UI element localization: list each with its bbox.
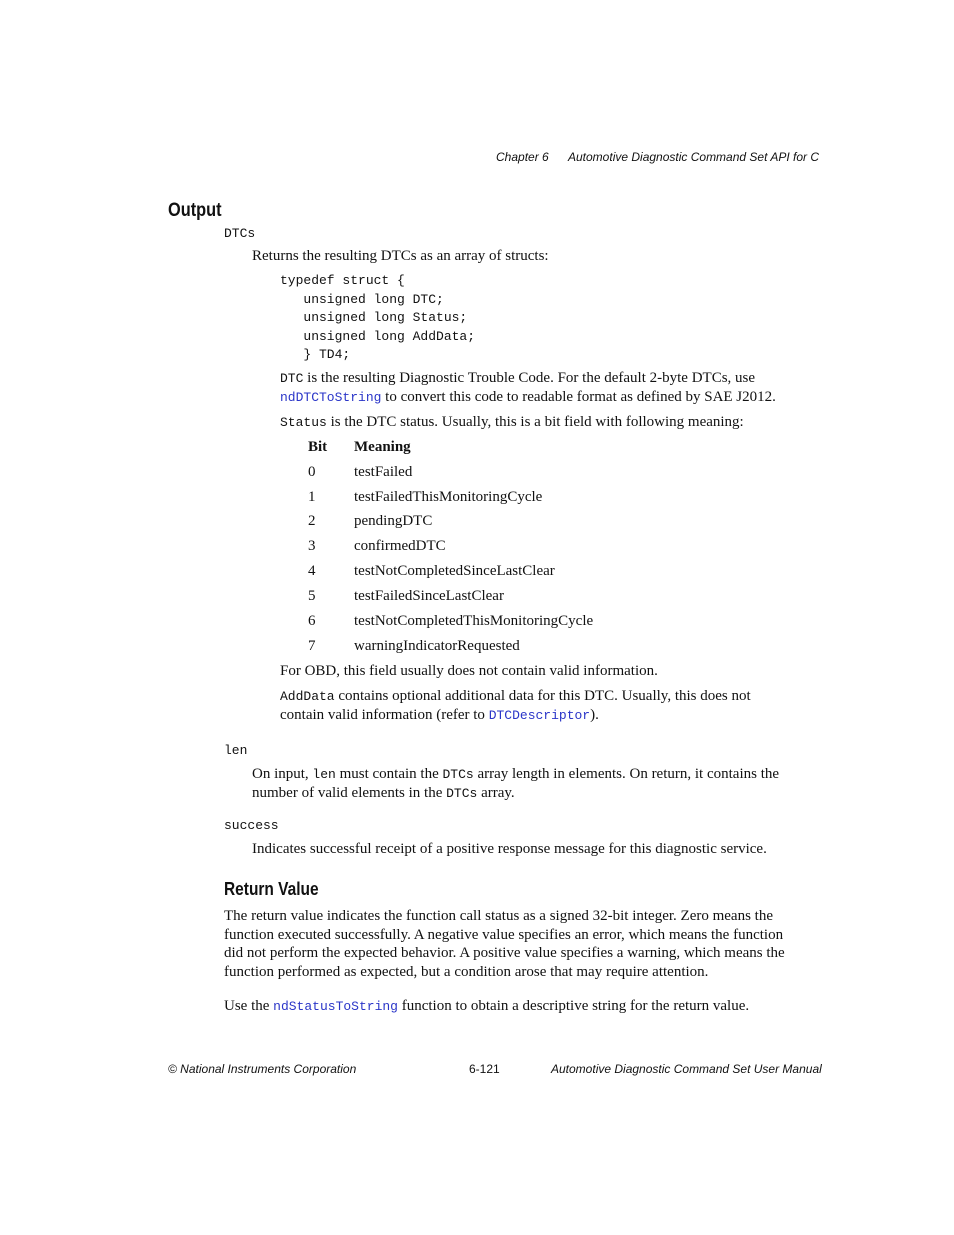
use-text1: Use the xyxy=(224,998,274,1014)
table-row-bit: 5 xyxy=(308,588,316,604)
status-bit-table xyxy=(0,438,954,658)
status-to-string-paragraph xyxy=(224,997,749,1016)
return-value-heading: Return Value xyxy=(224,879,319,899)
adddata-term: AddData xyxy=(280,689,335,704)
table-row-bit: 4 xyxy=(308,563,316,579)
footer-manual-title: Automotive Diagnostic Command Set User Manual xyxy=(551,1062,822,1076)
DTCDescriptor-link[interactable]: DTCDescriptor xyxy=(488,708,591,723)
return-value-line: The return value indicates the function call status as a signed 32-bit integer. Zero means the xyxy=(224,908,773,924)
len-text3: array length in elements. On return, it contains the xyxy=(473,766,780,782)
table-header-meaning: Meaning xyxy=(354,439,411,455)
table-row-meaning: warningIndicatorRequested xyxy=(354,638,520,654)
adddata-paragraph-line1 xyxy=(280,687,751,706)
table-header-bit: Bit xyxy=(308,439,328,455)
dtc-term: DTC xyxy=(280,371,304,386)
ndDTCToString-link[interactable]: ndDTCToString xyxy=(280,390,382,405)
table-row-meaning: pendingDTC xyxy=(354,513,433,529)
table-row-meaning: testFailed xyxy=(354,464,413,480)
table-row-meaning: confirmedDTC xyxy=(354,538,446,554)
adddata-text1: contains optional additional data for this DTC. Usually, this does not xyxy=(334,688,751,704)
table-row-bit: 0 xyxy=(308,464,316,480)
adddata-text2: contain valid information (refer to xyxy=(280,707,489,723)
len-text4: number of valid elements in the xyxy=(252,785,447,801)
dtc-text2: to convert this code to readable format as defined by SAE J2012. xyxy=(381,389,776,405)
return-value-line: did not perform the expected behavior. A positive value specifies a warning, which means the xyxy=(224,945,785,961)
param-len-name: len xyxy=(224,743,248,758)
param-success-name: success xyxy=(224,818,279,833)
dtcs-code: DTCs xyxy=(442,767,474,782)
chapter-title: Automotive Diagnostic Command Set API for C xyxy=(568,150,819,164)
adddata-text3: ). xyxy=(590,707,599,723)
param-dtcs-description: Returns the resulting DTCs as an array of structs: xyxy=(252,248,549,264)
table-row-bit: 6 xyxy=(308,613,316,629)
obd-note: For OBD, this field usually does not contain valid information. xyxy=(280,663,658,679)
param-dtcs-name: DTCs xyxy=(224,226,256,241)
table-row-bit: 1 xyxy=(308,489,316,505)
param-len-line1 xyxy=(252,765,779,784)
use-text2: function to obtain a descriptive string for the return value. xyxy=(397,998,750,1014)
status-term: Status xyxy=(280,415,327,430)
table-row-meaning: testNotCompletedThisMonitoringCycle xyxy=(354,613,594,629)
ndStatusToString-link[interactable]: ndStatusToString xyxy=(273,999,398,1014)
len-text5: array. xyxy=(477,785,515,801)
footer-copyright: © National Instruments Corporation xyxy=(168,1062,357,1076)
status-paragraph xyxy=(280,413,744,432)
struct-code-block: typedef struct { unsigned long DTC; unsigned long Status; unsigned long AddData; } TD4; xyxy=(280,273,476,362)
table-row-bit: 2 xyxy=(308,513,316,529)
output-heading: Output xyxy=(168,200,222,221)
table-row-meaning: testFailedThisMonitoringCycle xyxy=(354,489,543,505)
len-code: len xyxy=(312,767,336,782)
footer-page-number: 6-121 xyxy=(469,1062,500,1076)
len-text1: On input, xyxy=(252,766,313,782)
table-row-bit: 7 xyxy=(308,638,316,654)
dtc-paragraph-line2 xyxy=(280,388,776,407)
len-text2: must contain the xyxy=(335,766,443,782)
param-success-description: Indicates successful receipt of a positive response message for this diagnostic service. xyxy=(252,841,767,857)
table-row-bit: 3 xyxy=(308,538,316,554)
dtc-paragraph-line1 xyxy=(280,369,755,388)
chapter-number: Chapter 6 xyxy=(496,150,549,164)
dtcs-code: DTCs xyxy=(446,786,478,801)
table-row-meaning: testNotCompletedSinceLastClear xyxy=(354,563,555,579)
param-len-line2 xyxy=(252,784,515,803)
status-text: is the DTC status. Usually, this is a bit field with following meaning: xyxy=(326,414,744,430)
dtc-text1: is the resulting Diagnostic Trouble Code. For the default 2-byte DTCs, use xyxy=(303,370,756,386)
table-row-meaning: testFailedSinceLastClear xyxy=(354,588,504,604)
return-value-line: function performed as expected, but a condition arose that may require attention. xyxy=(224,964,709,980)
adddata-paragraph-line2 xyxy=(280,706,599,725)
return-value-line: function executed successfully. A negative value specifies an error, which means the function xyxy=(224,927,784,943)
